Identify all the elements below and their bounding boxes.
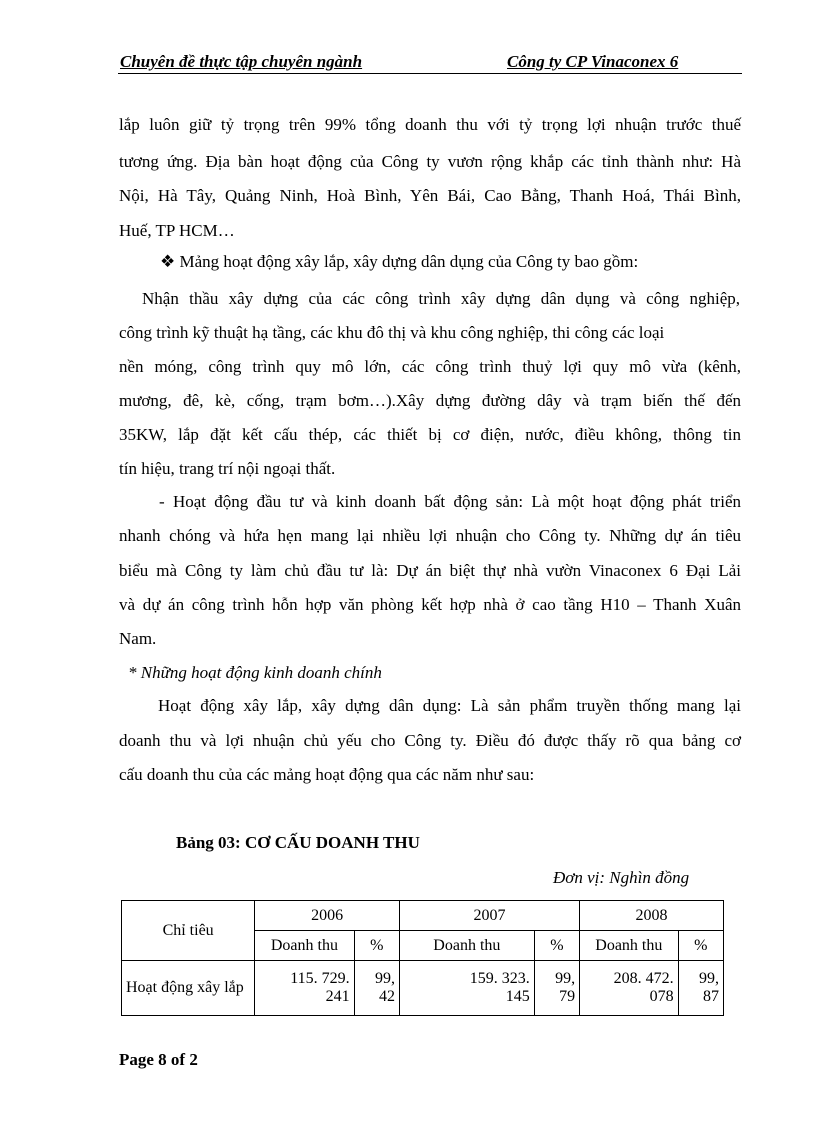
paragraph-line: Huế, TP HCM… [119, 221, 235, 240]
paragraph-line: nền móng, công trình quy mô lớn, các công trình thuỷ lợi quy mô vừa (kênh, [119, 357, 741, 376]
paragraph-line: nhanh chóng và hứa hẹn mang lại nhiều lợi nhuận cho Công ty. Những dự án tiêu [119, 526, 741, 545]
revenue-line: 241 [325, 988, 350, 1005]
paragraph-line: tương ứng. Địa bàn hoạt động của Công ty vươn rộng khắp các tỉnh thành như: Hà [119, 152, 741, 171]
paragraph-line: biểu mà Công ty làm chủ đầu tư là: Dự án biệt thự nhà vườn Vinaconex 6 Đại Lải [119, 561, 741, 580]
percent-line: 87 [703, 988, 719, 1005]
header-rule [118, 73, 742, 74]
paragraph-line: và dự án công trình hỗn hợp văn phòng kết hợp nhà ở cao tầng H10 – Thanh Xuân [119, 595, 741, 614]
paragraph-line: lắp luôn giữ tỷ trọng trên 99% tổng doanh thu với tỷ trọng lợi nhuận trước thuế [119, 115, 741, 134]
revenue-table [121, 900, 724, 1016]
table-title: Bảng 03: CƠ CẤU DOANH THU [176, 833, 420, 852]
percent-line: 79 [559, 988, 576, 1005]
paragraph-line: Nam. [119, 629, 157, 648]
revenue-cell [399, 961, 534, 1016]
paragraph-line: cấu doanh thu của các mảng hoạt động qua các năm như sau: [119, 765, 535, 784]
percent-cell [354, 961, 399, 1016]
percent-line: 99, [555, 970, 576, 987]
paragraph-line: công trình kỹ thuật hạ tầng, các khu đô thị và khu công nghiệp, thi công các loại [119, 323, 665, 342]
page-footer: Page 8 of 2 [119, 1050, 198, 1069]
revenue-line: 208. 472. [613, 970, 674, 987]
revenue-subheader: Doanh thu [580, 931, 679, 961]
percent-line: 99, [374, 970, 395, 987]
revenue-cell [255, 961, 354, 1016]
revenue-line: 159. 323. [469, 970, 530, 987]
year-header: 2007 [399, 901, 579, 931]
year-header: 2008 [580, 901, 724, 931]
revenue-subheader: Doanh thu [399, 931, 534, 961]
paragraph-line: Nội, Hà Tây, Quảng Ninh, Hoà Bình, Yên Bái, Cao Bằng, Thanh Hoá, Thái Bình, [119, 186, 741, 205]
row-header-cell: Chỉ tiêu [122, 901, 255, 961]
paragraph-line: 35KW, lắp đặt kết cấu thép, các thiết bị cơ điện, nước, điều không, thông tin [119, 425, 741, 444]
percent-line: 99, [699, 970, 719, 987]
table-unit: Đơn vị: Nghìn đồng [553, 868, 690, 887]
bullet-line [160, 252, 638, 272]
page-header [118, 52, 742, 74]
table-row [122, 961, 724, 1016]
percent-subheader: % [534, 931, 579, 961]
paragraph-line: doanh thu và lợi nhuận chủ yếu cho Công ty. Điều đó được thấy rõ qua bảng cơ [119, 731, 741, 750]
section-subheading: * Những hoạt động kinh doanh chính [128, 663, 382, 682]
bullet-text: Mảng hoạt động xây lắp, xây dựng dân dụng của Công ty bao gồm: [179, 252, 639, 271]
row-label: Hoạt động xây lắp [122, 961, 255, 1016]
header-left-title: Chuyên đề thực tập chuyên ngành [120, 52, 363, 71]
header-right-title: Công ty CP Vinaconex 6 [507, 52, 679, 71]
revenue-cell [580, 961, 679, 1016]
paragraph-line: Nhận thầu xây dựng của các công trình xây dựng dân dụng và công nghiệp, [142, 289, 740, 308]
percent-cell [534, 961, 579, 1016]
revenue-line: 078 [649, 988, 674, 1005]
percent-cell [678, 961, 723, 1016]
percent-subheader: % [354, 931, 399, 961]
revenue-subheader: Doanh thu [255, 931, 354, 961]
paragraph-line: mương, đê, kè, cống, trạm bơm…).Xây dựng đường dây và trạm biến thế đến [119, 391, 741, 410]
paragraph-line: - Hoạt động đầu tư và kinh doanh bất động sản: Là một hoạt động phát triển [159, 492, 741, 511]
percent-subheader: % [678, 931, 723, 961]
percent-line: 42 [378, 988, 395, 1005]
revenue-line: 115. 729. [290, 970, 350, 987]
revenue-line: 145 [505, 988, 530, 1005]
diamond-bullet-icon: ❖ [160, 252, 176, 271]
year-header: 2006 [255, 901, 400, 931]
paragraph-line: Hoạt động xây lắp, xây dựng dân dụng: Là sản phẩm truyền thống mang lại [158, 696, 741, 715]
paragraph-line: tín hiệu, trang trí nội ngoại thất. [119, 459, 336, 478]
